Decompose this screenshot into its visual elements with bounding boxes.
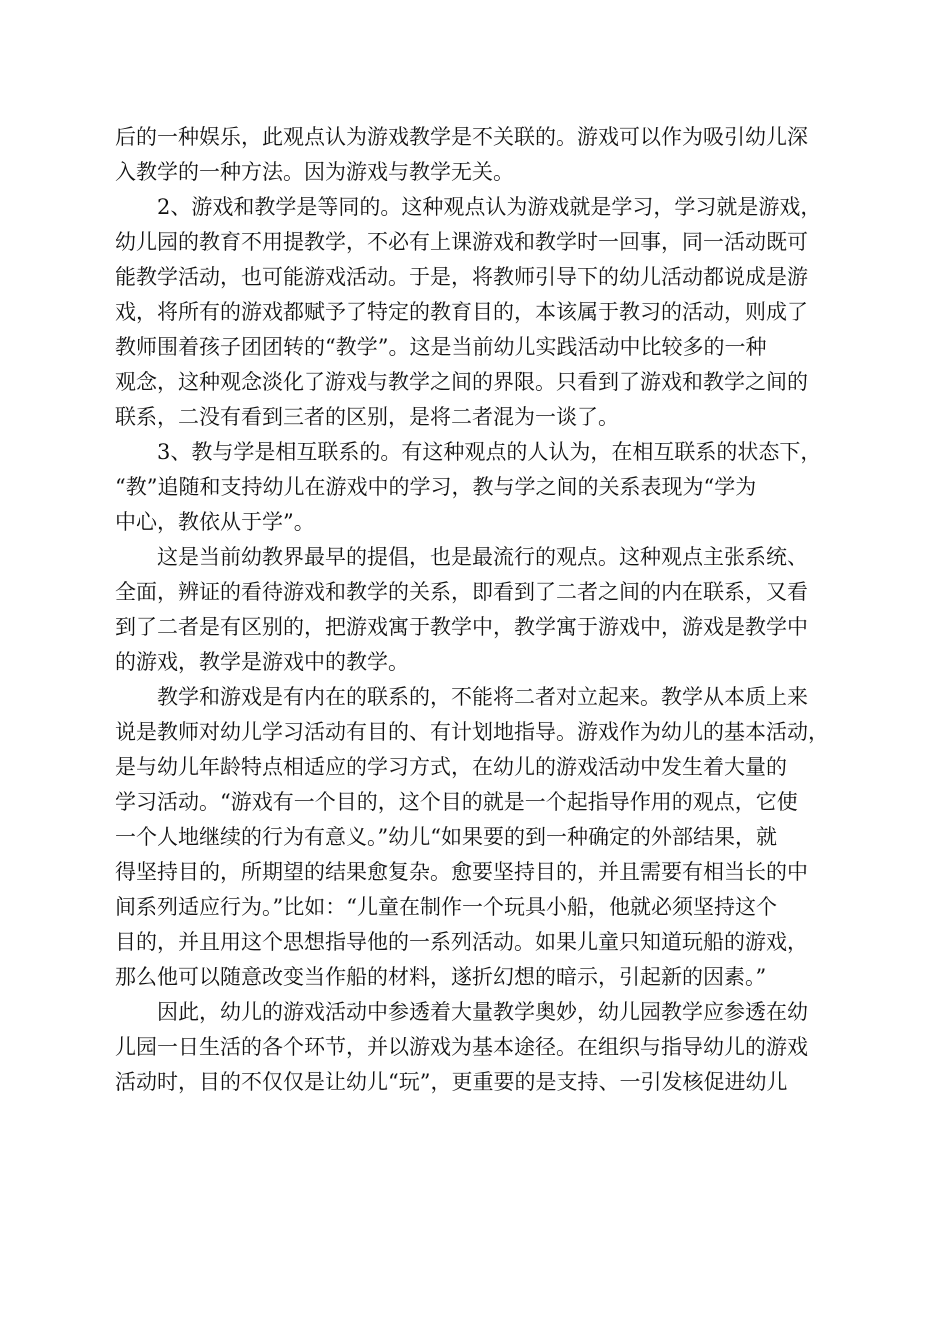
text-line: 是与幼儿年龄特点相适应的学习方式，在幼儿的游戏活动中发生着大量的	[115, 755, 787, 779]
text-line: 说是教师对幼儿学习活动有目的、有计划地指导。游戏作为幼儿的基本活动，	[115, 720, 829, 744]
paragraph-start-line: 教学和游戏是有内在的联系的，不能将二者对立起来。教学从本质上来	[157, 685, 808, 709]
text-line: 一个人地继续的行为有意义。”幼儿“如果要的到一种确定的外部结果，就	[115, 825, 777, 849]
text-line: 学习活动。“游戏有一个目的，这个目的就是一个起指导作用的观点，它使	[115, 790, 798, 814]
text-line: 儿园一日生活的各个环节，并以游戏为基本途径。在组织与指导幼儿的游戏	[115, 1035, 808, 1059]
text-line: 目的，并且用这个思想指导他的一系列活动。如果儿童只知道玩船的游戏，	[115, 930, 808, 954]
paragraph-start-line: 这是当前幼教界最早的提倡，也是最流行的观点。这种观点主张系统、	[157, 545, 808, 569]
text-line: 能教学活动，也可能游戏活动。于是，将教师引导下的幼儿活动都说成是游	[115, 265, 808, 289]
text-line: 中心，教依从于学”。	[115, 510, 315, 534]
text-line: 间系列适应行为。”比如：“儿童在制作一个玩具小船，他就必须坚持这个	[115, 895, 777, 919]
text-line: “教”追随和支持幼儿在游戏中的学习，教与学之间的关系表现为“学为	[115, 475, 757, 499]
text-line: 幼儿园的教育不用提教学，不必有上课游戏和教学时一回事，同一活动既可	[115, 230, 808, 254]
text-line: 入教学的一种方法。因为游戏与教学无关。	[115, 160, 514, 184]
text-line: 联系，二没有看到三者的区别，是将二者混为一谈了。	[115, 405, 619, 429]
paragraph-start-line: 因此，幼儿的游戏活动中参透着大量教学奥妙，幼儿园教学应参透在幼	[157, 1000, 808, 1024]
text-line: 活动时，目的不仅仅是让幼儿“玩”，更重要的是支持、一引发核促进幼儿	[115, 1070, 788, 1094]
text-line: 到了二者是有区别的，把游戏寓于教学中，教学寓于游戏中，游戏是教学中	[115, 615, 808, 639]
paragraph-start-line: 2、游戏和教学是等同的。这种观点认为游戏就是学习，学习就是游戏，	[157, 195, 822, 219]
text-line: 的游戏，教学是游戏中的教学。	[115, 650, 409, 674]
text-line: 得坚持目的，所期望的结果愈复杂。愈要坚持目的，并且需要有相当长的中	[115, 860, 808, 884]
text-line: 观念，这种观念淡化了游戏与教学之间的界限。只看到了游戏和教学之间的	[115, 370, 808, 394]
text-line: 全面，辨证的看待游戏和教学的关系，即看到了二者之间的内在联系，又看	[115, 580, 808, 604]
body-text	[115, 120, 855, 1100]
paragraph-start-line: 3、教与学是相互联系的。有这种观点的人认为，在相互联系的状态下，	[157, 440, 822, 464]
text-line: 后的一种娱乐，此观点认为游戏教学是不关联的。游戏可以作为吸引幼儿深	[115, 125, 808, 149]
text-line: 戏，将所有的游戏都赋予了特定的教育目的，本该属于教习的活动，则成了	[115, 300, 808, 324]
text-line: 那么他可以随意改变当作船的材料，遂折幻想的暗示，引起新的因素。”	[115, 965, 767, 989]
text-line: 教师围着孩子团团转的“教学”。这是当前幼儿实践活动中比较多的一种	[115, 335, 767, 359]
